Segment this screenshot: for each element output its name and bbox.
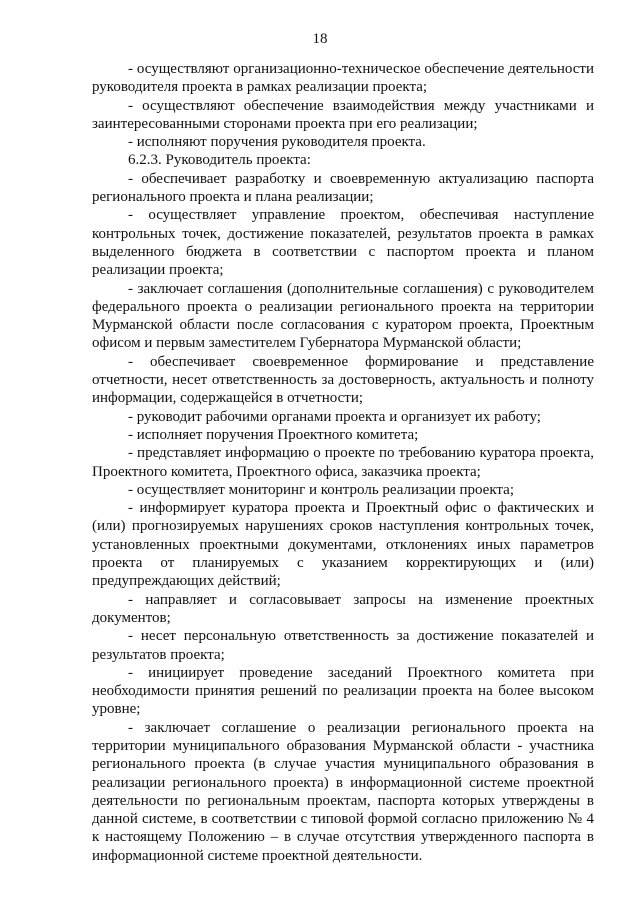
section-heading: 6.2.3. Руководитель проекта:	[128, 152, 311, 169]
paragraph: - исполняют поручения руководителя проекта.	[128, 134, 426, 151]
paragraph: - обеспечивает разработку и своевременную актуализацию паспорта регионального проекта и плана реализации;	[92, 170, 594, 206]
paragraph: - исполняет поручения Проектного комитета;	[128, 426, 419, 443]
paragraph: - обеспечивает своевременное формирование и представление отчетности, несет ответственность за достоверность, актуальность и полноту информации, содержащейся в отчетности;	[92, 353, 594, 407]
paragraph: - руководит рабочими органами проекта и организует их работу;	[128, 408, 541, 425]
paragraph: - заключает соглашение о реализации регионального проекта на территории муниципального образования Мурманской области - участника регионального проекта (в случае участия муниципального образования в реализации регионального проекта) в информационной системе проектной деятельности по региональным проектам, паспорта которых утверждены в данной системе, в соответствии с типовой формой согласно приложению № 4 к настоящему Положению – в случае отсутствия утвержденного паспорта в информационной системе проектной деятельности.	[92, 719, 594, 864]
paragraph: - инициирует проведение заседаний Проектного комитета при необходимости принятия решений по реализации проекта на более высоком уровне;	[92, 664, 594, 718]
page-number: 18	[312, 31, 328, 47]
paragraph: - представляет информацию о проекте по требованию куратора проекта, Проектного комитета, Проектного офиса, заказчика проекта;	[92, 445, 594, 480]
paragraph: - осуществляют обеспечение взаимодействия между участниками и заинтересованными сторонами проекта при его реализации;	[92, 97, 594, 132]
paragraph: - направляет и согласовывает запросы на изменение проектных документов;	[92, 591, 594, 626]
paragraph: - информирует куратора проекта и Проектный офис о фактических и (или) прогнозируемых нарушениях сроков наступления контрольных точек, установленных проектными документами, отклонениях иных параметров проекта от планируемых с указанием корректирующих и (или) предупреждающих действий;	[92, 500, 594, 590]
paragraph: - несет персональную ответственность за достижение показателей и результатов проекта;	[92, 628, 594, 663]
paragraph: - осуществляют организационно-техническое обеспечение деятельности руководителя проекта в рамках реализации проекта;	[92, 61, 594, 96]
document-body	[92, 60, 594, 865]
paragraph: - заключает соглашения (дополнительные соглашения) с руководителем федерального проекта о реализации регионального проекта на территории Мурманской области после согласования с куратором проекта, Проектным офисом и первым заместителем Губернатора Мурманской области;	[92, 280, 594, 352]
paragraph: - осуществляет мониторинг и контроль реализации проекта;	[128, 481, 514, 498]
paragraph: - осуществляет управление проектом, обеспечивая наступление контрольных точек, достижение показателей, результатов проекта в рамках выделенного бюджета в соответствии с паспортом проекта и планом реализации проекта;	[92, 207, 594, 279]
